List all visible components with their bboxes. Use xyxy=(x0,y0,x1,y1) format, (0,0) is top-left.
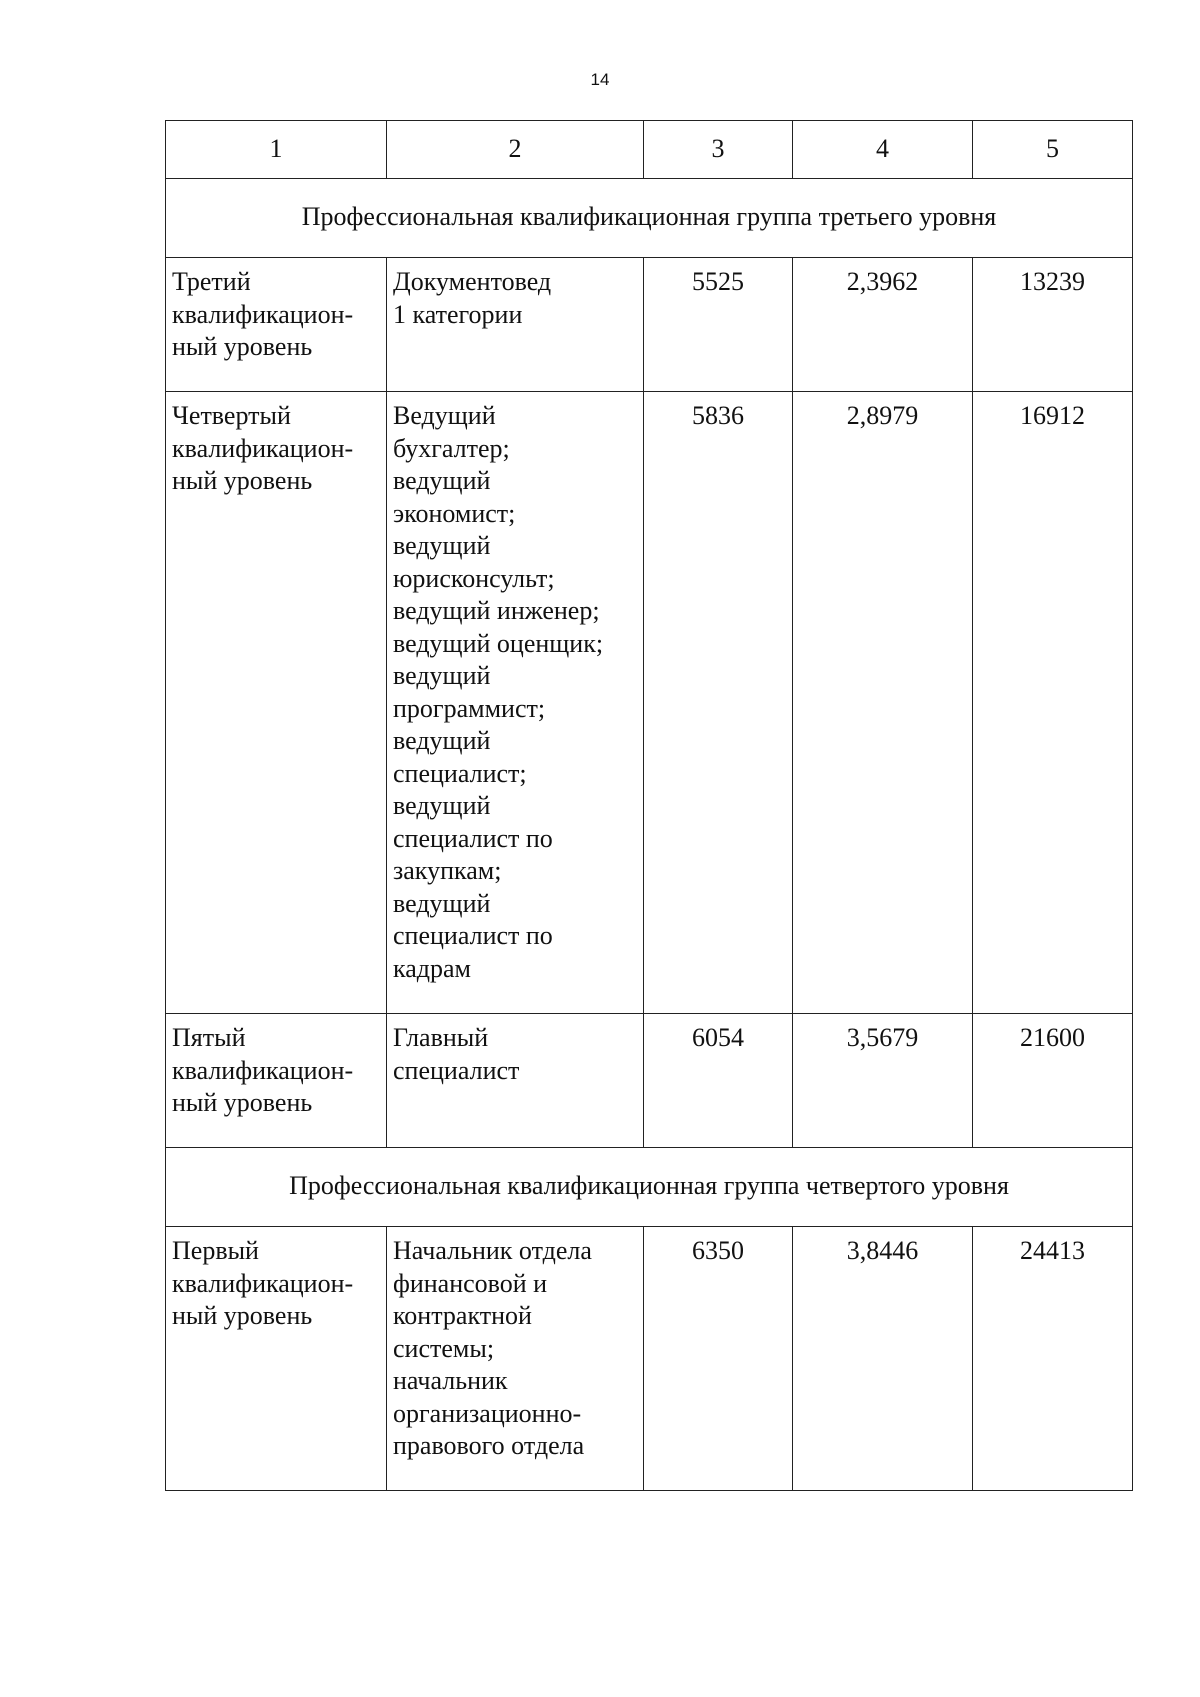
table-row xyxy=(166,392,1133,1014)
value-col3: 6054 xyxy=(644,1014,793,1148)
column-number-4: 4 xyxy=(793,121,973,179)
qualification-level: Пятый квалификацион- ный уровень xyxy=(172,1023,354,1117)
value-col3: 6350 xyxy=(644,1227,793,1491)
qualification-level: Четвертый квалификацион- ный уровень xyxy=(172,401,354,495)
value-col3: 5525 xyxy=(644,258,793,392)
value-col4: 2,8979 xyxy=(793,392,973,1014)
table-row xyxy=(166,1014,1133,1148)
value-col5: 21600 xyxy=(973,1014,1133,1148)
group-heading-row xyxy=(166,179,1133,258)
salary-table xyxy=(165,120,1133,1491)
value-col4: 3,5679 xyxy=(793,1014,973,1148)
position-list: Документовед 1 категории xyxy=(393,267,552,329)
position-list: Главный специалист xyxy=(393,1023,520,1085)
value-col5: 16912 xyxy=(973,392,1133,1014)
value-col5: 13239 xyxy=(973,258,1133,392)
column-number-row xyxy=(166,121,1133,179)
qualification-level: Первый квалификацион- ный уровень xyxy=(172,1236,354,1330)
column-number-1: 1 xyxy=(166,121,387,179)
table-row xyxy=(166,1227,1133,1491)
qualification-level: Третий квалификацион- ный уровень xyxy=(172,267,354,361)
value-col3: 5836 xyxy=(644,392,793,1014)
page-number: 14 xyxy=(590,70,610,89)
position-list: Ведущий бухгалтер; ведущий экономист; ведущий юрисконсульт; ведущий инженер; ведущий оценщик; ведущий программист; ведущий специалист; ведущий специалист по закупкам; ведущий специалист по кадрам xyxy=(393,401,604,983)
group-heading-third-level: Профессиональная квалификационная группа третьего уровня xyxy=(166,179,1133,258)
table-row xyxy=(166,258,1133,392)
value-col4: 3,8446 xyxy=(793,1227,973,1491)
group-heading-row xyxy=(166,1148,1133,1227)
column-number-2: 2 xyxy=(387,121,644,179)
value-col4: 2,3962 xyxy=(793,258,973,392)
column-number-5: 5 xyxy=(973,121,1133,179)
value-col5: 24413 xyxy=(973,1227,1133,1491)
position-list: Начальник отдела финансовой и контрактной системы; начальник организационно- правового отдела xyxy=(393,1236,592,1460)
column-number-3: 3 xyxy=(644,121,793,179)
group-heading-fourth-level: Профессиональная квалификационная группа четвертого уровня xyxy=(166,1148,1133,1227)
